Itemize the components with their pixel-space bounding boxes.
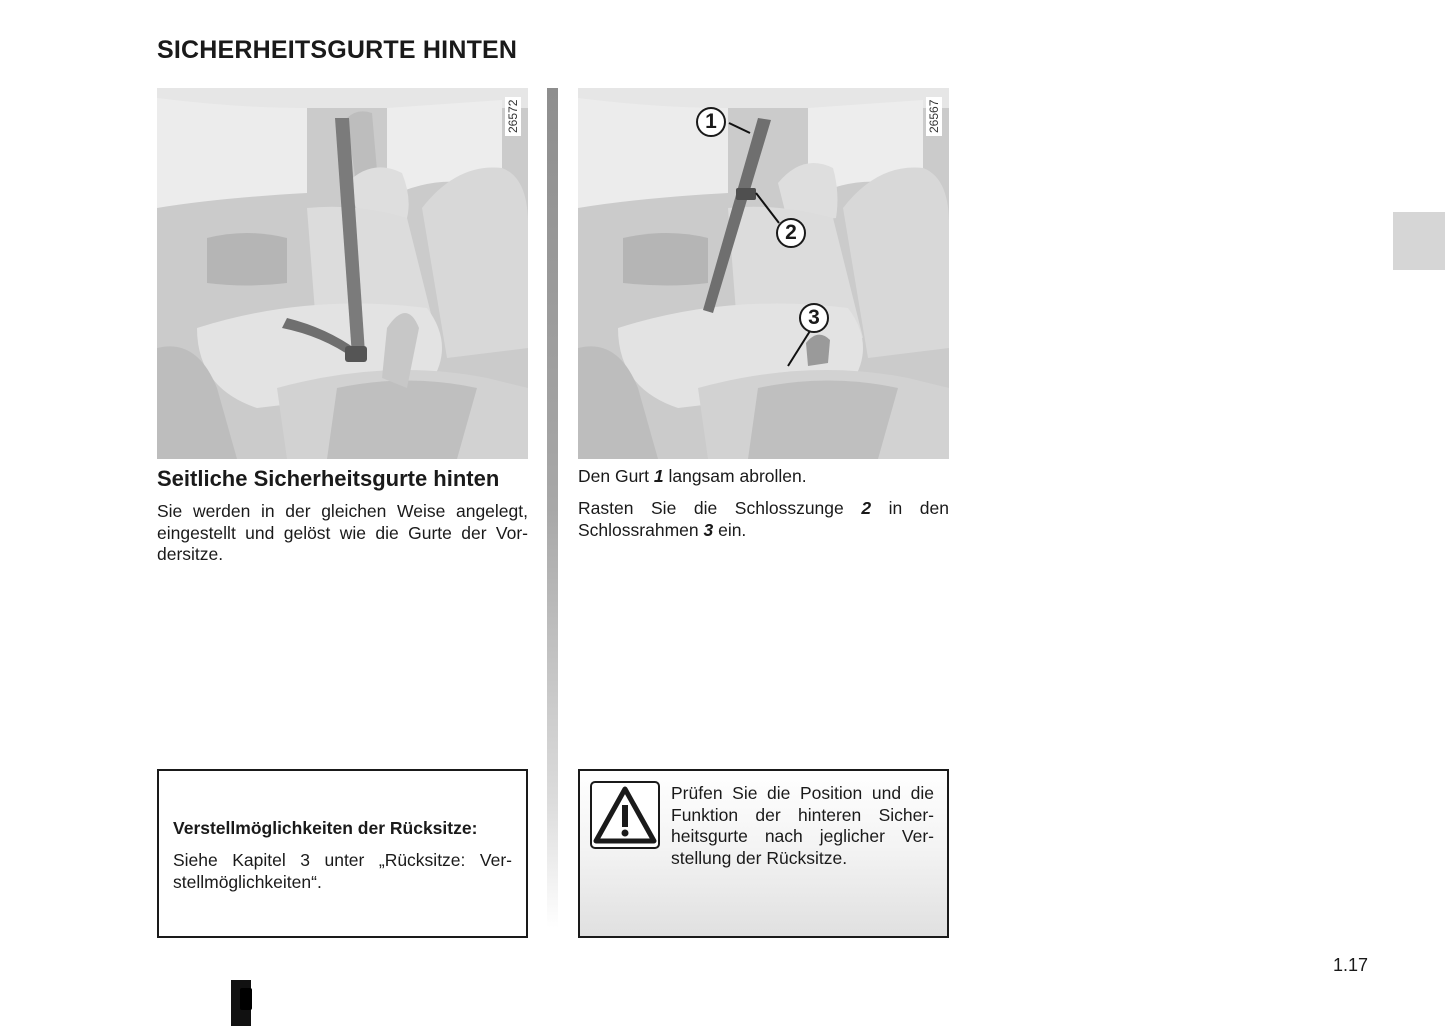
text-segment: Den Gurt: [578, 466, 654, 486]
figure-code-right: 26567: [926, 97, 942, 136]
text-segment: in den Schlossrahmen: [578, 498, 949, 540]
rear-seat-illustration: [157, 88, 528, 459]
warning-triangle-graphic: [592, 783, 658, 847]
text-segment: ein.: [713, 519, 747, 540]
warning-triangle-icon: [590, 781, 660, 849]
callout-2: 2: [776, 218, 806, 248]
ref-number-3: 3: [703, 519, 714, 540]
figure-rear-seat-belt: [157, 88, 528, 459]
figure-belt-fastening: [578, 88, 949, 459]
info-box: [157, 769, 528, 938]
warning-box-text: Prüfen Sie die Position und die Funktion der hinteren Sicher-heitsgurte nach jeglicher Ver-stellung der Rücksitze.: [671, 783, 934, 868]
instruction-unroll: [578, 466, 949, 488]
ref-number-2: 2: [861, 498, 872, 518]
text-segment: langsam abrollen.: [663, 466, 807, 486]
chapter-tab: [1393, 212, 1445, 270]
figure-code-left: 26572: [505, 97, 521, 136]
info-box-heading: Verstellmöglichkeiten der Rücksitze:: [173, 818, 478, 838]
instruction-latch: [578, 498, 949, 541]
binding-mark-inner: [240, 988, 252, 1010]
belt-fastening-illustration: [578, 88, 949, 459]
section-heading: Seitliche Sicherheitsgurte hinten: [157, 466, 500, 491]
callout-3: 3: [799, 303, 829, 333]
info-box-text: Siehe Kapitel 3 unter „Rücksitze: Ver-stellmöglichkeiten“.: [173, 850, 512, 892]
section-paragraph: Sie werden in der gleichen Weise angelegt, eingestellt und gelöst wie die Gurte der Vor-dersitze.: [157, 501, 528, 564]
ref-number-1: 1: [653, 466, 664, 486]
text-segment: Rasten Sie die Schlosszunge: [578, 498, 862, 518]
page-title: SICHERHEITSGURTE HINTEN: [157, 36, 518, 64]
callout-1: 1: [696, 107, 726, 137]
page-number: 1.17: [1333, 955, 1369, 975]
column-divider: [547, 88, 558, 928]
